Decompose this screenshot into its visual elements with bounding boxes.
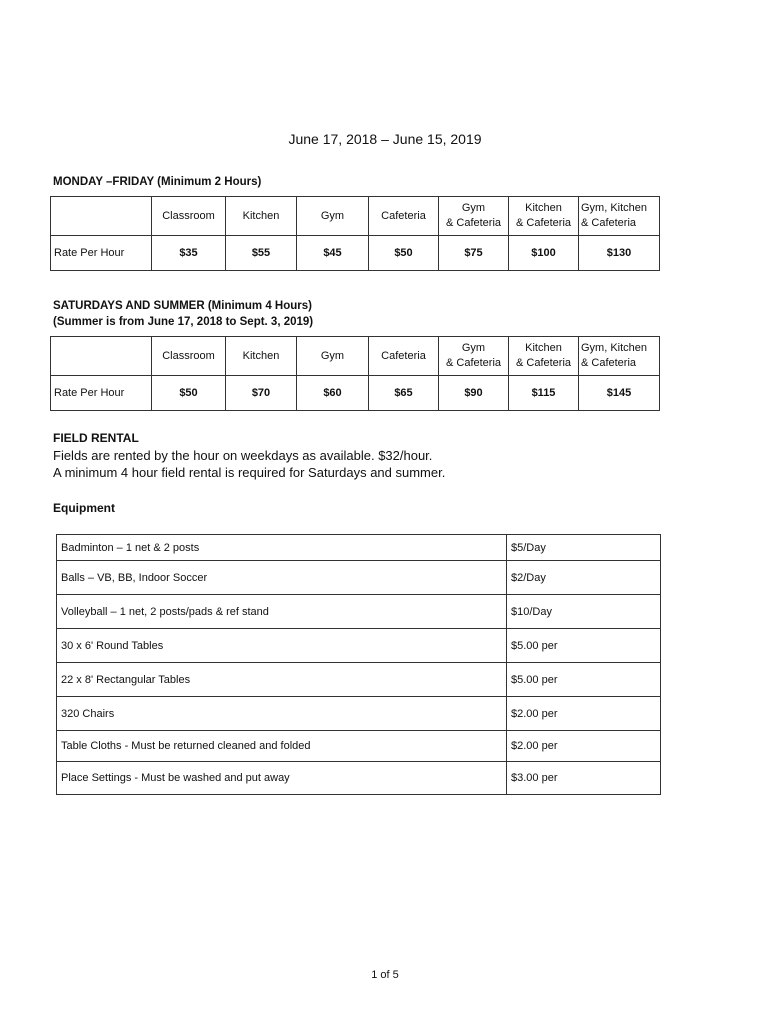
table-row <box>57 731 661 762</box>
rate-cell: $55 <box>226 236 297 271</box>
row-label: Rate Per Hour <box>51 236 152 271</box>
table-row <box>57 663 661 697</box>
equipment-name: Balls – VB, BB, Indoor Soccer <box>57 561 507 595</box>
equipment-price: $5.00 per <box>507 663 661 697</box>
rate-cell: $100 <box>509 236 579 271</box>
date-range: June 17, 2018 – June 15, 2019 <box>288 131 482 147</box>
table-header-row <box>51 337 660 376</box>
rate-cell: $65 <box>369 376 439 411</box>
header-cell: Gym, Kitchen & Cafeteria <box>579 337 660 376</box>
blank-header-cell <box>51 197 152 236</box>
field-rental-line-1: Fields are rented by the hour on weekdays as available. $32/hour. <box>53 448 433 463</box>
field-rental-line-2: A minimum 4 hour field rental is required for Saturdays and summer. <box>53 465 446 480</box>
table-row <box>57 629 661 663</box>
table-row <box>51 376 660 411</box>
table-row <box>57 762 661 795</box>
equipment-name: 22 x 8' Rectangular Tables <box>57 663 507 697</box>
table-row <box>51 236 660 271</box>
rate-cell: $45 <box>297 236 369 271</box>
weekday-rate-table <box>50 196 660 271</box>
header-cell: Gym & Cafeteria <box>439 197 509 236</box>
rate-cell: $50 <box>152 376 226 411</box>
header-cell: Classroom <box>152 197 226 236</box>
equipment-name: Place Settings - Must be washed and put away <box>57 762 507 795</box>
rate-cell: $90 <box>439 376 509 411</box>
equipment-title: Equipment <box>53 501 115 515</box>
header-cell: Kitchen <box>226 337 297 376</box>
header-cell: Gym <box>297 197 369 236</box>
rate-cell: $130 <box>579 236 660 271</box>
table-row <box>57 561 661 595</box>
rate-cell: $35 <box>152 236 226 271</box>
table-row <box>57 535 661 561</box>
rate-cell: $60 <box>297 376 369 411</box>
blank-header-cell <box>51 337 152 376</box>
rate-cell: $50 <box>369 236 439 271</box>
rate-cell: $75 <box>439 236 509 271</box>
header-cell: Gym <box>297 337 369 376</box>
table-row <box>57 595 661 629</box>
equipment-price: $2.00 per <box>507 731 661 762</box>
equipment-price: $10/Day <box>507 595 661 629</box>
header-cell: Kitchen & Cafeteria <box>509 197 579 236</box>
equipment-price: $2/Day <box>507 561 661 595</box>
rate-cell: $145 <box>579 376 660 411</box>
equipment-name: Volleyball – 1 net, 2 posts/pads & ref stand <box>57 595 507 629</box>
equipment-price: $3.00 per <box>507 762 661 795</box>
weekend-section-subtitle: (Summer is from June 17, 2018 to Sept. 3, 2019) <box>53 316 314 328</box>
table-row <box>57 697 661 731</box>
header-cell: Kitchen <box>226 197 297 236</box>
equipment-table <box>56 534 661 795</box>
equipment-name: 30 x 6' Round Tables <box>57 629 507 663</box>
equipment-name: Table Cloths - Must be returned cleaned and folded <box>57 731 507 762</box>
rate-cell: $70 <box>226 376 297 411</box>
header-cell: Kitchen & Cafeteria <box>509 337 579 376</box>
header-cell: Gym & Cafeteria <box>439 337 509 376</box>
page-number: 1 of 5 <box>371 969 399 981</box>
weekend-rate-table <box>50 336 660 411</box>
rate-cell: $115 <box>509 376 579 411</box>
equipment-name: Badminton – 1 net & 2 posts <box>57 535 507 561</box>
equipment-name: 320 Chairs <box>57 697 507 731</box>
weekend-section-title: SATURDAYS AND SUMMER (Minimum 4 Hours) <box>53 300 312 312</box>
table-header-row <box>51 197 660 236</box>
equipment-price: $5/Day <box>507 535 661 561</box>
header-cell: Gym, Kitchen & Cafeteria <box>579 197 660 236</box>
equipment-price: $2.00 per <box>507 697 661 731</box>
header-cell: Cafeteria <box>369 337 439 376</box>
header-cell: Classroom <box>152 337 226 376</box>
weekday-section-title: MONDAY –FRIDAY (Minimum 2 Hours) <box>53 176 262 188</box>
equipment-price: $5.00 per <box>507 629 661 663</box>
row-label: Rate Per Hour <box>51 376 152 411</box>
header-cell: Cafeteria <box>369 197 439 236</box>
field-rental-title: FIELD RENTAL <box>53 431 139 445</box>
